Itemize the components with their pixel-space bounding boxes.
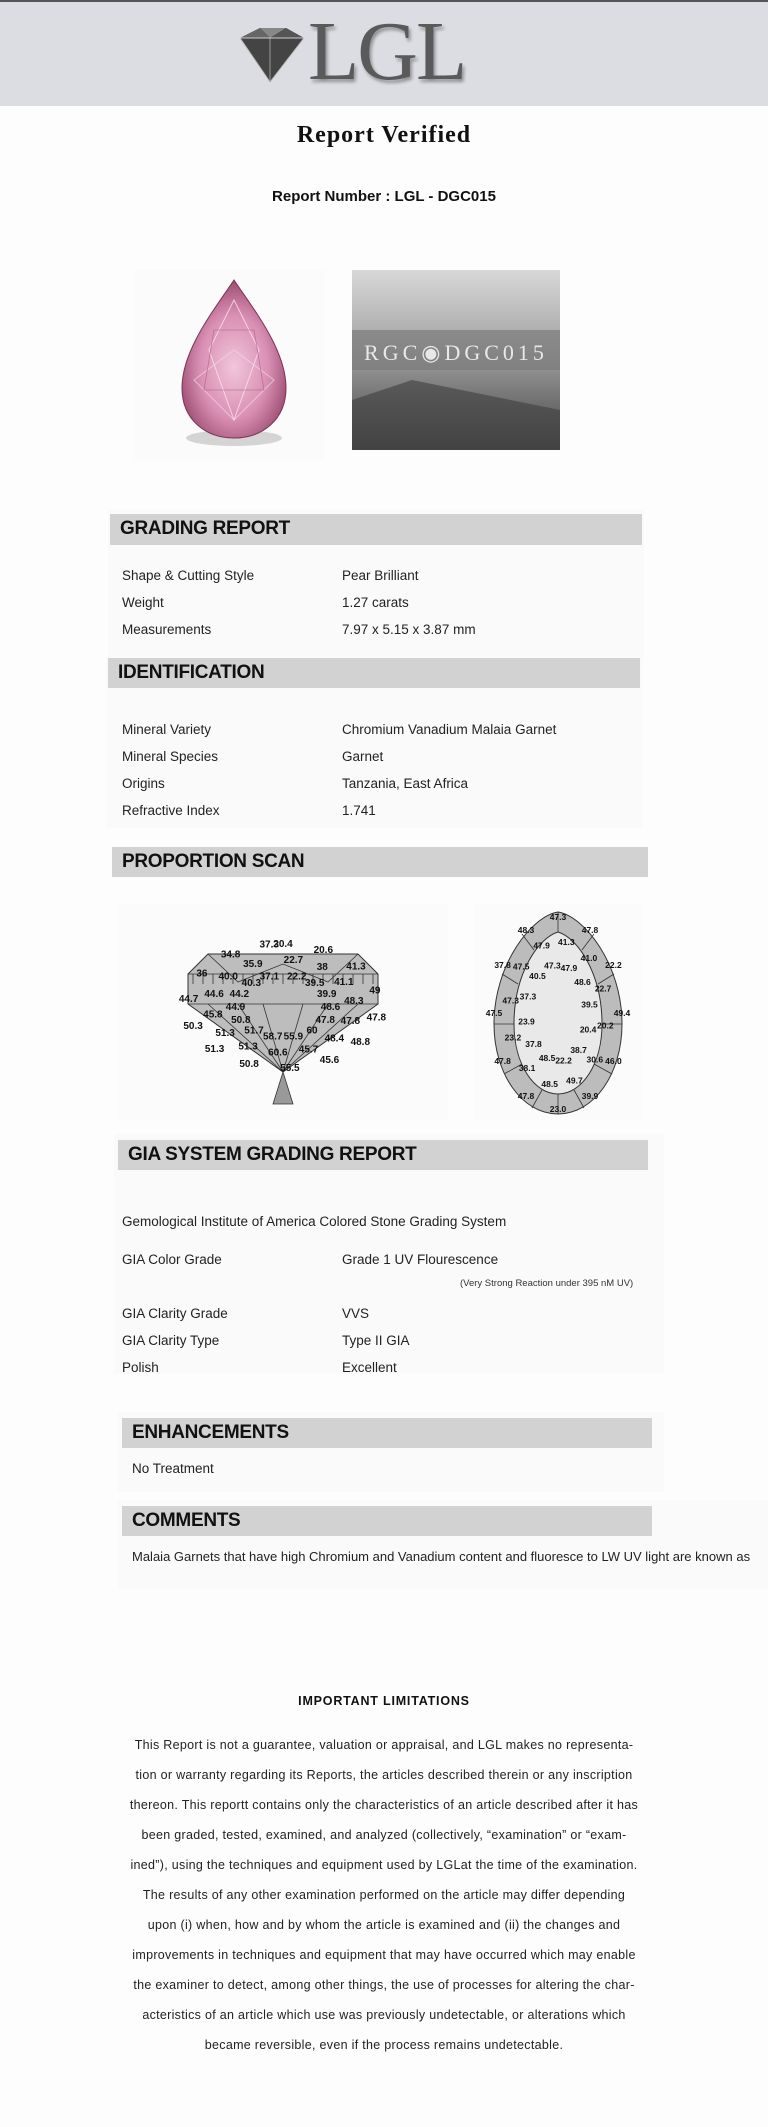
identification-row-label: Mineral Variety [122, 722, 212, 737]
inscription-text: RGC◉DGC015 [364, 340, 548, 365]
facet-angle-label: 50.8 [231, 1015, 251, 1027]
grading-row-label: Shape & Cutting Style [122, 568, 255, 583]
comments-heading: COMMENTS [122, 1506, 652, 1536]
facet-angle-label: 22.7 [283, 955, 304, 966]
facet-angle-label: 48.6 [574, 977, 591, 988]
facet-angle-label: 41.0 [580, 952, 598, 963]
facet-angle-label: 41.1 [334, 976, 354, 988]
facet-angle-label: 44.9 [225, 1002, 246, 1014]
facet-angle-label: 45.7 [298, 1044, 319, 1056]
facet-angle-label: 20.6 [313, 944, 334, 956]
facet-angle-label: 23.9 [518, 1016, 535, 1027]
facet-angle-label: 48.8 [350, 1037, 371, 1049]
facet-angle-label: 50.8 [239, 1058, 259, 1070]
facet-angle-label: 22.2 [605, 960, 622, 970]
facet-angle-label: 47.5 [485, 1008, 503, 1018]
identification-row-value: Tanzania, East Africa [342, 776, 469, 791]
facet-angle-label: 30.6 [586, 1054, 604, 1065]
facet-angle-label: 60.6 [268, 1047, 288, 1059]
side-profile-svg [118, 904, 448, 1120]
identification-row-value: 1.741 [342, 803, 376, 818]
facet-angle-label: 49.4 [613, 1008, 631, 1018]
facet-angle-label: 38 [316, 962, 328, 974]
gia-heading: GIA SYSTEM GRADING REPORT [118, 1140, 648, 1170]
facet-angle-label: 20.2 [597, 1020, 614, 1031]
facet-angle-label: 39.9 [316, 988, 337, 1000]
enhancements-text: No Treatment [132, 1461, 214, 1476]
identification-heading: IDENTIFICATION [108, 658, 640, 688]
limitations-line: The results of any other examination performed on the article may differ depending [142, 1888, 626, 1902]
limitations-line: thereon. This reportt contains only the characteristics of an article described after it has [129, 1798, 639, 1812]
facet-angle-label: 40.3 [241, 977, 262, 989]
grading-report-heading: GRADING REPORT [110, 514, 642, 545]
facet-angle-label: 47.9 [533, 940, 550, 951]
grading-row-value: 1.27 carats [342, 595, 409, 610]
limitations-line: tion or warranty regarding its Reports, the articles described therein or any inscription [135, 1768, 633, 1782]
limitations-line: This Report is not a guarantee, valuation or appraisal, and LGL makes no representa- [134, 1738, 634, 1752]
facet-angle-label: 39.5 [304, 977, 325, 989]
facet-angle-label: 20.4 [579, 1024, 597, 1035]
facet-angle-label: 48.5 [541, 1078, 558, 1089]
identification-row-value: Garnet [342, 749, 384, 764]
limitations-line: acteristics of an article which use was previously undetectable, or alterations which [142, 2008, 626, 2022]
facet-angle-label: 35.9 [243, 958, 263, 970]
page-title: Report Verified [296, 122, 472, 148]
limitations-line: became reversible, even if the process remains undetectable. [204, 2038, 564, 2052]
gia-row-label: GIA Clarity Type [122, 1333, 220, 1348]
facet-angle-label: 47.8 [366, 1012, 387, 1024]
facet-angle-label: 51.7 [244, 1025, 264, 1037]
facet-angle-label: 55.5 [280, 1062, 300, 1074]
facet-angle-label: 49 [369, 985, 381, 997]
facet-angle-label: 47.3 [549, 912, 567, 922]
facet-angle-label: 44.6 [204, 989, 224, 1001]
facet-angle-label: 37.1 [259, 971, 280, 983]
identification-row-value: Chromium Vanadium Malaia Garnet [342, 722, 557, 737]
facet-angle-label: 48.6 [320, 1002, 341, 1014]
header-banner [0, 0, 768, 106]
limitations-line: upon (i) when, how and by whom the article is examined and (ii) the changes and [147, 1918, 621, 1932]
gia-row-label: Polish [122, 1360, 159, 1375]
facet-angle-label: 38.1 [518, 1063, 536, 1074]
enhancements-section [118, 1412, 664, 1492]
gia-row-value: Grade 1 UV Flourescence [342, 1252, 499, 1267]
limitations-line: ined”), using the techniques and equipment used by LGLat the time of the examination. [130, 1858, 638, 1872]
facet-angle-label: 47.9 [560, 962, 578, 973]
enhancements-heading: ENHANCEMENTS [122, 1418, 652, 1448]
gia-color-note: (Very Strong Reaction under 395 nM UV) [460, 1278, 634, 1289]
facet-angle-label: 37.3 [519, 991, 537, 1002]
facet-angle-label: 38.7 [570, 1044, 587, 1055]
facet-angle-label: 47.8 [315, 1015, 335, 1027]
facet-angle-label: 50.3 [183, 1021, 203, 1032]
facet-angle-label: 49.7 [566, 1075, 583, 1086]
facet-angle-label: 48.3 [344, 995, 364, 1007]
gem-photo [134, 270, 324, 460]
limitations-line: the examiner to detect, among other things, the use of processes for altering the char- [133, 1978, 635, 1992]
facet-angle-label: 48.5 [538, 1053, 556, 1064]
gia-row-label: GIA Color Grade [122, 1252, 222, 1267]
limitations-line: improvements in techniques and equipment that may have occurred which may enable [132, 1948, 636, 1962]
facet-angle-label: 55.9 [283, 1031, 304, 1043]
facet-angle-label: 41.3 [558, 937, 575, 948]
comments-text: Malaia Garnets that have high Chromium and Vanadium content and fluoresce to LW UV light are known as [132, 1549, 751, 1564]
report-number: Report Number : LGL - DGC015 [272, 188, 496, 205]
identification-row-label: Origins [122, 776, 165, 791]
top-view-diagram [474, 904, 642, 1120]
grading-row-label: Measurements [122, 622, 212, 637]
diamond-logo-icon [230, 26, 310, 86]
facet-angle-label: 37.8 [494, 960, 511, 970]
facet-angle-label: 22.7 [594, 983, 612, 994]
limitations-line: been graded, tested, examined, and analyzed (collectively, “examination” or “exam- [141, 1828, 627, 1842]
facet-angle-label: 23.0 [549, 1104, 567, 1114]
facet-angle-label: 51.3 [238, 1041, 258, 1053]
facet-angle-label: 36 [196, 968, 208, 980]
gia-system-line: Gemological Institute of America Colored Stone Grading System [122, 1214, 507, 1229]
facet-angle-label: 48.3 [517, 924, 535, 935]
facet-angle-label: 44.2 [229, 988, 250, 1000]
identification-row-label: Mineral Species [122, 749, 219, 764]
identification-row-label: Refractive Index [122, 803, 220, 818]
facet-angle-label: 37.8 [525, 1038, 542, 1049]
facet-angle-label: 37.3 [259, 939, 279, 951]
top-view-svg [474, 904, 642, 1120]
grading-row-label: Weight [122, 595, 164, 610]
inscription-photo [352, 270, 560, 450]
facet-angle-label: 60 [306, 1025, 318, 1037]
grading-row-value: Pear Brilliant [342, 568, 419, 583]
girdle-inscription-image [352, 270, 560, 450]
facet-angle-label: 51.3 [215, 1028, 235, 1040]
facet-angle-label: 47.3 [544, 960, 561, 971]
facet-angle-label: 22.2 [286, 971, 307, 983]
proportion-scan-heading: PROPORTION SCAN [112, 847, 648, 877]
facet-angle-label: 44.7 [178, 994, 199, 1006]
facet-angle-label: 34.8 [220, 949, 241, 961]
facet-angle-label: 23.2 [504, 1032, 522, 1043]
facet-angle-label: 20.4 [273, 939, 293, 950]
facet-angle-label: 47.8 [517, 1091, 535, 1102]
facet-angle-label: 39.5 [581, 999, 598, 1010]
facet-angle-label: 22.2 [555, 1055, 572, 1066]
facet-angle-label: 40.5 [529, 971, 546, 982]
facet-angle-label: 47.5 [512, 961, 530, 972]
lgl-logo [230, 5, 500, 98]
facet-angle-label: 46.0 [605, 1056, 622, 1066]
facet-angle-label: 47.8 [340, 1016, 361, 1027]
grading-row-value: 7.97 x 5.15 x 3.87 mm [342, 622, 476, 637]
side-profile-diagram [118, 904, 448, 1120]
facet-angle-label: 41.3 [346, 961, 366, 973]
facet-angle-label: 58.7 [262, 1031, 283, 1043]
facet-angle-label: 45.8 [203, 1009, 223, 1021]
gia-row-value: VVS [342, 1306, 370, 1321]
facet-angle-label: 47.8 [494, 1056, 511, 1066]
facet-angle-label: 45.6 [319, 1055, 340, 1067]
facet-angle-label: 51.3 [204, 1044, 225, 1055]
facet-angle-label: 40.0 [218, 971, 238, 983]
comments-section [118, 1500, 768, 1590]
pear-gem-image [134, 270, 324, 460]
facet-angle-label: 47.8 [581, 924, 599, 935]
limitations-heading: IMPORTANT LIMITATIONS [298, 1694, 470, 1708]
facet-angle-label: 47.3 [502, 995, 519, 1006]
logo-wordmark: LGL [308, 5, 466, 98]
gia-row-value: Excellent [342, 1360, 397, 1375]
facet-angle-label: 39.9 [581, 1091, 599, 1102]
facet-angle-label: 48.4 [324, 1033, 345, 1045]
gia-row-value: Type II GIA [342, 1333, 410, 1348]
gia-row-label: GIA Clarity Grade [122, 1306, 228, 1321]
